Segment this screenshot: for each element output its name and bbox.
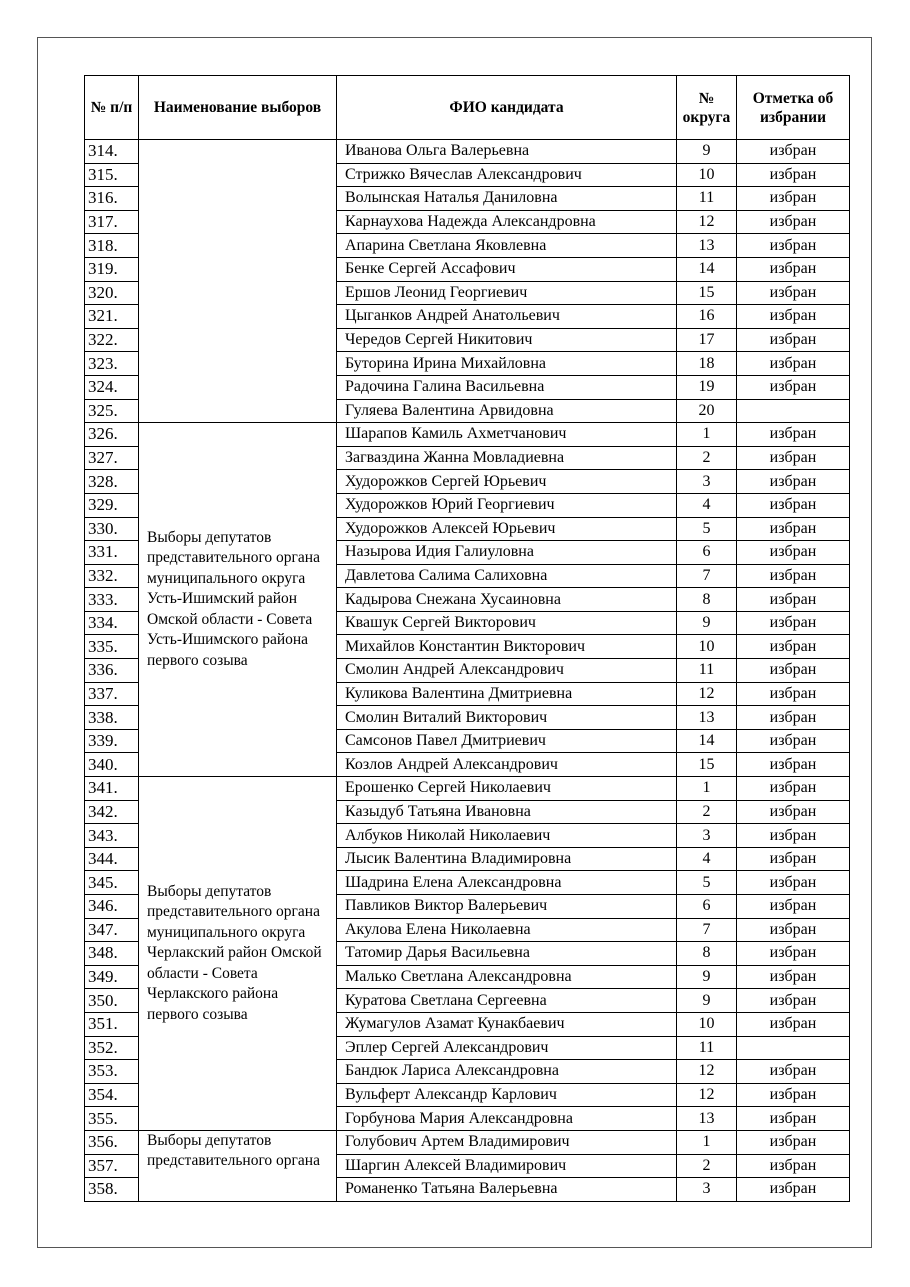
- candidate-name: Албуков Николай Николаевич: [337, 824, 677, 848]
- district-number: 12: [677, 1083, 737, 1107]
- row-number: 316.: [85, 187, 139, 211]
- election-name-cell: [139, 423, 337, 777]
- election-results-table: [84, 75, 850, 1202]
- election-mark: избран: [737, 281, 850, 305]
- election-mark: избран: [737, 1178, 850, 1202]
- row-number: 347.: [85, 918, 139, 942]
- table-header: [85, 76, 850, 140]
- district-number: 9: [677, 611, 737, 635]
- candidate-name: Казыдуб Татьяна Ивановна: [337, 800, 677, 824]
- row-number: 356.: [85, 1130, 139, 1154]
- district-number: 5: [677, 517, 737, 541]
- district-number: 12: [677, 682, 737, 706]
- district-number: 11: [677, 187, 737, 211]
- district-number: 10: [677, 635, 737, 659]
- candidate-name: Карнаухова Надежда Александровна: [337, 210, 677, 234]
- candidate-name: Цыганков Андрей Анатольевич: [337, 305, 677, 329]
- election-mark: избран: [737, 140, 850, 164]
- district-number: 8: [677, 588, 737, 612]
- district-number: 11: [677, 659, 737, 683]
- district-number: 13: [677, 706, 737, 730]
- election-mark: избран: [737, 965, 850, 989]
- district-number: 3: [677, 470, 737, 494]
- candidate-name: Буторина Ирина Михайловна: [337, 352, 677, 376]
- row-number: 357.: [85, 1154, 139, 1178]
- election-mark: избран: [737, 895, 850, 919]
- election-name: Выборы депутатов представительного органа муниципального округа Черлакский район Омской области - Совета Черлакского района первого созыва: [147, 882, 322, 1023]
- row-number: 358.: [85, 1178, 139, 1202]
- election-mark: избран: [737, 847, 850, 871]
- candidate-name: Смолин Виталий Викторович: [337, 706, 677, 730]
- candidate-name: Малько Светлана Александровна: [337, 965, 677, 989]
- candidate-name: Назырова Идия Галиуловна: [337, 541, 677, 565]
- district-number: 19: [677, 375, 737, 399]
- district-number: 13: [677, 1107, 737, 1131]
- election-mark: избран: [737, 588, 850, 612]
- district-number: 20: [677, 399, 737, 423]
- header-mark: Отметка об избрании: [737, 76, 850, 140]
- district-number: 8: [677, 942, 737, 966]
- row-number: 341.: [85, 777, 139, 801]
- election-name-cell: [139, 777, 337, 1131]
- row-number: 337.: [85, 682, 139, 706]
- election-mark: избран: [737, 753, 850, 777]
- district-number: 3: [677, 824, 737, 848]
- row-number: 318.: [85, 234, 139, 258]
- candidate-name: Ершов Леонид Георгиевич: [337, 281, 677, 305]
- candidate-name: Чередов Сергей Никитович: [337, 328, 677, 352]
- district-number: 3: [677, 1178, 737, 1202]
- row-number: 326.: [85, 423, 139, 447]
- table-row: [85, 423, 850, 447]
- election-mark: избран: [737, 375, 850, 399]
- election-mark: избран: [737, 706, 850, 730]
- row-number: 332.: [85, 564, 139, 588]
- election-mark: избран: [737, 659, 850, 683]
- candidate-name: Татомир Дарья Васильевна: [337, 942, 677, 966]
- row-number: 338.: [85, 706, 139, 730]
- election-mark: избран: [737, 1107, 850, 1131]
- row-number: 348.: [85, 942, 139, 966]
- district-number: 6: [677, 895, 737, 919]
- row-number: 354.: [85, 1083, 139, 1107]
- row-number: 345.: [85, 871, 139, 895]
- district-number: 9: [677, 965, 737, 989]
- district-number: 2: [677, 446, 737, 470]
- election-mark: избран: [737, 234, 850, 258]
- header-election: Наименование выборов: [139, 76, 337, 140]
- district-number: 2: [677, 800, 737, 824]
- row-number: 335.: [85, 635, 139, 659]
- candidate-name: Волынская Наталья Даниловна: [337, 187, 677, 211]
- district-number: 1: [677, 777, 737, 801]
- election-name: Выборы депутатов представительного органа: [147, 1131, 320, 1170]
- election-mark: избран: [737, 871, 850, 895]
- district-number: 7: [677, 564, 737, 588]
- candidate-name: Шарапов Камиль Ахметчанович: [337, 423, 677, 447]
- district-number: 10: [677, 163, 737, 187]
- candidate-name: Козлов Андрей Александрович: [337, 753, 677, 777]
- district-number: 9: [677, 140, 737, 164]
- row-number: 324.: [85, 375, 139, 399]
- candidate-name: Михайлов Константин Викторович: [337, 635, 677, 659]
- header-row: [85, 76, 850, 140]
- header-candidate: ФИО кандидата: [337, 76, 677, 140]
- election-mark: избран: [737, 163, 850, 187]
- candidate-name: Эплер Сергей Александрович: [337, 1036, 677, 1060]
- election-mark: избран: [737, 942, 850, 966]
- district-number: 5: [677, 871, 737, 895]
- election-mark: избран: [737, 493, 850, 517]
- row-number: 314.: [85, 140, 139, 164]
- candidate-name: Загваздина Жанна Мовладиевна: [337, 446, 677, 470]
- district-number: 6: [677, 541, 737, 565]
- candidate-name: Шаргин Алексей Владимирович: [337, 1154, 677, 1178]
- candidate-name: Стрижко Вячеслав Александрович: [337, 163, 677, 187]
- election-mark: избран: [737, 989, 850, 1013]
- district-number: 12: [677, 210, 737, 234]
- candidate-name: Бандюк Лариса Александровна: [337, 1060, 677, 1084]
- district-number: 12: [677, 1060, 737, 1084]
- district-number: 14: [677, 257, 737, 281]
- candidate-name: Горбунова Мария Александровна: [337, 1107, 677, 1131]
- election-mark: избран: [737, 257, 850, 281]
- candidate-name: Худорожков Юрий Георгиевич: [337, 493, 677, 517]
- candidate-name: Шадрина Елена Александровна: [337, 871, 677, 895]
- candidate-name: Бенке Сергей Ассафович: [337, 257, 677, 281]
- candidate-name: Квашук Сергей Викторович: [337, 611, 677, 635]
- election-mark: избран: [737, 541, 850, 565]
- row-number: 317.: [85, 210, 139, 234]
- district-number: 15: [677, 281, 737, 305]
- row-number: 334.: [85, 611, 139, 635]
- candidate-name: Жумагулов Азамат Кунакбаевич: [337, 1012, 677, 1036]
- row-number: 353.: [85, 1060, 139, 1084]
- candidate-name: Худорожков Алексей Юрьевич: [337, 517, 677, 541]
- candidate-name: Худорожков Сергей Юрьевич: [337, 470, 677, 494]
- election-mark: избран: [737, 1154, 850, 1178]
- table-body: [85, 140, 850, 1202]
- candidate-name: Самсонов Павел Дмитриевич: [337, 729, 677, 753]
- row-number: 319.: [85, 257, 139, 281]
- election-mark: избран: [737, 777, 850, 801]
- row-number: 355.: [85, 1107, 139, 1131]
- candidate-name: Давлетова Салима Салиховна: [337, 564, 677, 588]
- row-number: 325.: [85, 399, 139, 423]
- election-mark: избран: [737, 1012, 850, 1036]
- district-number: 1: [677, 423, 737, 447]
- table-row: [85, 140, 850, 164]
- election-mark: избран: [737, 446, 850, 470]
- election-mark: избран: [737, 423, 850, 447]
- district-number: 17: [677, 328, 737, 352]
- table-row: [85, 777, 850, 801]
- header-district: № округа: [677, 76, 737, 140]
- row-number: 340.: [85, 753, 139, 777]
- row-number: 315.: [85, 163, 139, 187]
- candidate-name: Акулова Елена Николаевна: [337, 918, 677, 942]
- candidate-name: Куратова Светлана Сергеевна: [337, 989, 677, 1013]
- election-mark: избран: [737, 187, 850, 211]
- row-number: 346.: [85, 895, 139, 919]
- election-mark: избран: [737, 470, 850, 494]
- candidate-name: Иванова Ольга Валерьевна: [337, 140, 677, 164]
- election-mark: избран: [737, 1130, 850, 1154]
- election-name: Выборы депутатов представительного органа муниципального округа Усть-Ишимский район Омской области - Совета Усть-Ишимского района первого созыва: [147, 528, 320, 669]
- candidate-name: Романенко Татьяна Валерьевна: [337, 1178, 677, 1202]
- row-number: 323.: [85, 352, 139, 376]
- election-mark: избран: [737, 729, 850, 753]
- row-number: 330.: [85, 517, 139, 541]
- district-number: 14: [677, 729, 737, 753]
- row-number: 342.: [85, 800, 139, 824]
- candidate-name: Радочина Галина Васильевна: [337, 375, 677, 399]
- row-number: 321.: [85, 305, 139, 329]
- district-number: 4: [677, 847, 737, 871]
- candidate-name: Куликова Валентина Дмитриевна: [337, 682, 677, 706]
- election-mark: [737, 399, 850, 423]
- district-number: 4: [677, 493, 737, 517]
- district-number: 7: [677, 918, 737, 942]
- candidate-name: Лысик Валентина Владимировна: [337, 847, 677, 871]
- header-num: № п/п: [85, 76, 139, 140]
- candidate-name: Голубович Артем Владимирович: [337, 1130, 677, 1154]
- election-mark: избран: [737, 564, 850, 588]
- row-number: 336.: [85, 659, 139, 683]
- row-number: 329.: [85, 493, 139, 517]
- election-mark: [737, 1036, 850, 1060]
- district-number: 16: [677, 305, 737, 329]
- election-mark: избран: [737, 517, 850, 541]
- row-number: 320.: [85, 281, 139, 305]
- election-mark: избран: [737, 1083, 850, 1107]
- row-number: 333.: [85, 588, 139, 612]
- election-mark: избран: [737, 305, 850, 329]
- district-number: 11: [677, 1036, 737, 1060]
- row-number: 350.: [85, 989, 139, 1013]
- election-mark: избран: [737, 210, 850, 234]
- row-number: 351.: [85, 1012, 139, 1036]
- election-name-cell: [139, 1130, 337, 1201]
- election-mark: избран: [737, 635, 850, 659]
- election-mark: избран: [737, 352, 850, 376]
- district-number: 9: [677, 989, 737, 1013]
- row-number: 343.: [85, 824, 139, 848]
- election-mark: избран: [737, 824, 850, 848]
- candidate-name: Апарина Светлана Яковлевна: [337, 234, 677, 258]
- district-number: 2: [677, 1154, 737, 1178]
- candidate-name: Ерошенко Сергей Николаевич: [337, 777, 677, 801]
- table-row: [85, 1130, 850, 1154]
- row-number: 339.: [85, 729, 139, 753]
- candidate-name: Вульферт Александр Карлович: [337, 1083, 677, 1107]
- election-mark: избран: [737, 1060, 850, 1084]
- candidate-name: Кадырова Снежана Хусаиновна: [337, 588, 677, 612]
- district-number: 10: [677, 1012, 737, 1036]
- candidate-name: Гуляева Валентина Арвидовна: [337, 399, 677, 423]
- election-mark: избран: [737, 918, 850, 942]
- row-number: 344.: [85, 847, 139, 871]
- election-mark: избран: [737, 682, 850, 706]
- candidate-name: Павликов Виктор Валерьевич: [337, 895, 677, 919]
- district-number: 15: [677, 753, 737, 777]
- district-number: 13: [677, 234, 737, 258]
- election-name-cell: [139, 140, 337, 423]
- row-number: 327.: [85, 446, 139, 470]
- election-mark: избран: [737, 800, 850, 824]
- district-number: 18: [677, 352, 737, 376]
- row-number: 352.: [85, 1036, 139, 1060]
- district-number: 1: [677, 1130, 737, 1154]
- candidate-name: Смолин Андрей Александрович: [337, 659, 677, 683]
- election-mark: избран: [737, 328, 850, 352]
- row-number: 349.: [85, 965, 139, 989]
- row-number: 331.: [85, 541, 139, 565]
- row-number: 328.: [85, 470, 139, 494]
- election-mark: избран: [737, 611, 850, 635]
- row-number: 322.: [85, 328, 139, 352]
